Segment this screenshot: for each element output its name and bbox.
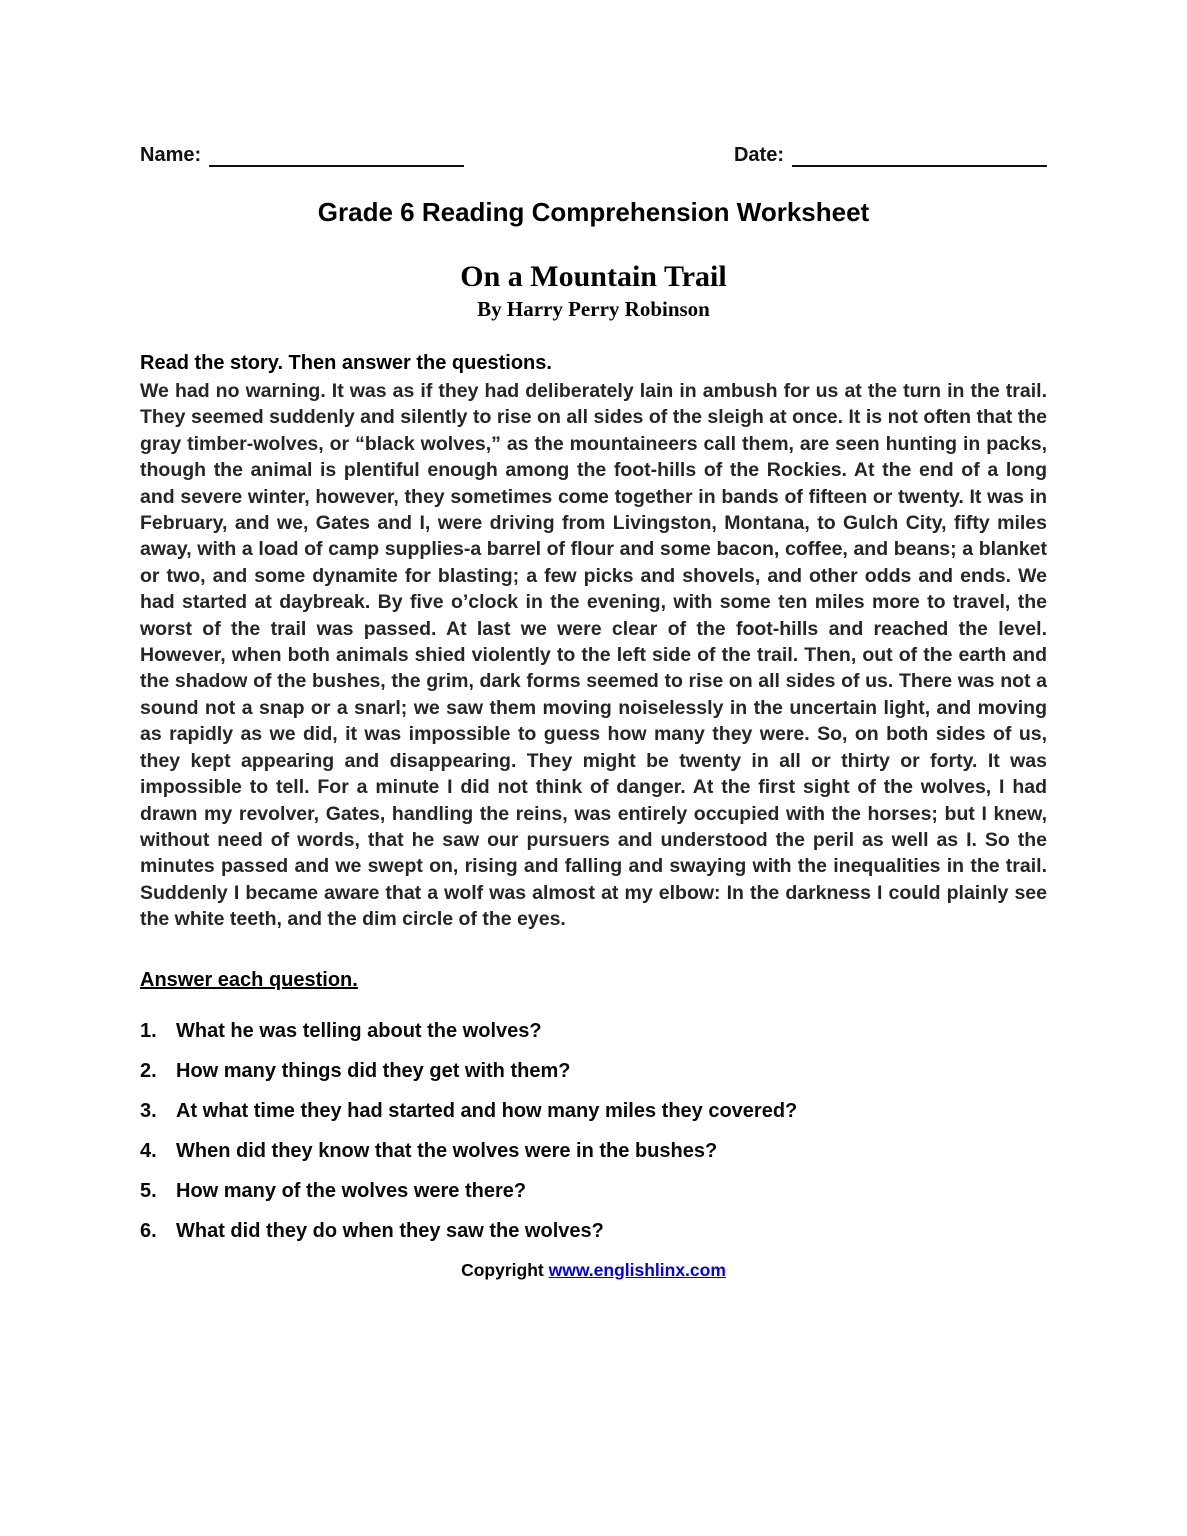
story-title: On a Mountain Trail xyxy=(460,260,727,293)
date-blank-line xyxy=(792,143,1047,167)
questions-list xyxy=(140,1020,1047,1243)
question-item-5 xyxy=(140,1180,1047,1203)
copyright-label: Copyright xyxy=(461,1259,544,1280)
date-label: Date: xyxy=(733,144,784,166)
englishlinx-link[interactable]: www.englishlinx.com xyxy=(548,1259,726,1280)
question-number: 2. xyxy=(140,1059,157,1082)
worksheet-title: Grade 6 Reading Comprehension Worksheet xyxy=(317,197,870,227)
name-label: Name: xyxy=(140,144,202,166)
question-number: 1. xyxy=(140,1019,157,1042)
question-text: At what time they had started and how many miles they covered? xyxy=(176,1099,798,1122)
question-number: 3. xyxy=(140,1099,157,1122)
story-author: By Harry Perry Robinson xyxy=(477,297,710,321)
question-item-3 xyxy=(140,1100,1047,1123)
question-item-4 xyxy=(140,1140,1047,1163)
question-item-6 xyxy=(140,1220,1047,1243)
date-field xyxy=(734,143,1047,167)
story-text: We had no warning. It was as if they had deliberately lain in ambush for us at the turn in the trail. They seemed suddenly and silently to rise on all sides of the sleigh at once. It is not often that the gray timber-wolves, or “black wolves,” as the mountaineers call them, are seen hunting in packs, though the animal is plentiful enough among the foot-hills of the Rockies. At the end of a long and severe winter, however, they sometimes come together in bands of fifteen or twenty. It was in February, and we, Gates and I, were driving from Livingston, Montana, to Gulch City, fifty miles away, with a load of camp supplies-a barrel of flour and some bacon, coffee, and beans; a blanket or two, and some dynamite for blasting; a few picks and shovels, and other odds and ends. We had started at daybreak. By five o’clock in the evening, with some ten miles more to travel, the worst of the trail was passed. At last we were clear of the foot-hills and reached the level. However, when both animals shied violently to the left side of the trail. Then, out of the earth and the shadow of the bushes, the grim, dark forms seemed to rise on all sides of us. There was not a sound not a snap or a snarl; we saw them moving noiselessly in the uncertain light, and moving as rapidly as we did, it was impossible to guess how many they were. So, on both sides of us, they kept appearing and disappearing. They might be twenty in all or thirty or forty. It was impossible to tell. For a minute I did not think of danger. At the first sight of the wolves, I had drawn my revolver, Gates, handling the reins, was entirely occupied with the horses; but I knew, without need of words, that he saw our pursuers and understood the peril as well as I. So the minutes passed and we swept on, rising and falling and swaying with the inequalities in the trail. Suddenly I became aware that a wolf was almost at my elbow: In the darkness I could plainly see the white teeth, and the dim circle of the eyes. xyxy=(140,380,1047,931)
question-text: What he was telling about the wolves? xyxy=(176,1019,542,1042)
question-number: 4. xyxy=(140,1139,157,1162)
copyright-footer xyxy=(140,1260,1047,1281)
question-text: How many things did they get with them? xyxy=(176,1059,571,1082)
question-text: How many of the wolves were there? xyxy=(176,1179,527,1202)
answer-heading: Answer each question. xyxy=(140,968,358,991)
question-number: 5. xyxy=(140,1179,157,1202)
question-item-2 xyxy=(140,1060,1047,1083)
name-field xyxy=(140,143,464,167)
question-item-1 xyxy=(140,1020,1047,1043)
name-date-row xyxy=(140,143,1047,167)
question-text: When did they know that the wolves were in the bushes? xyxy=(176,1139,718,1162)
question-number: 6. xyxy=(140,1219,157,1242)
name-blank-line xyxy=(209,143,464,167)
question-text: What did they do when they saw the wolves? xyxy=(176,1219,604,1242)
instructions: Read the story. Then answer the questions. xyxy=(140,352,552,374)
